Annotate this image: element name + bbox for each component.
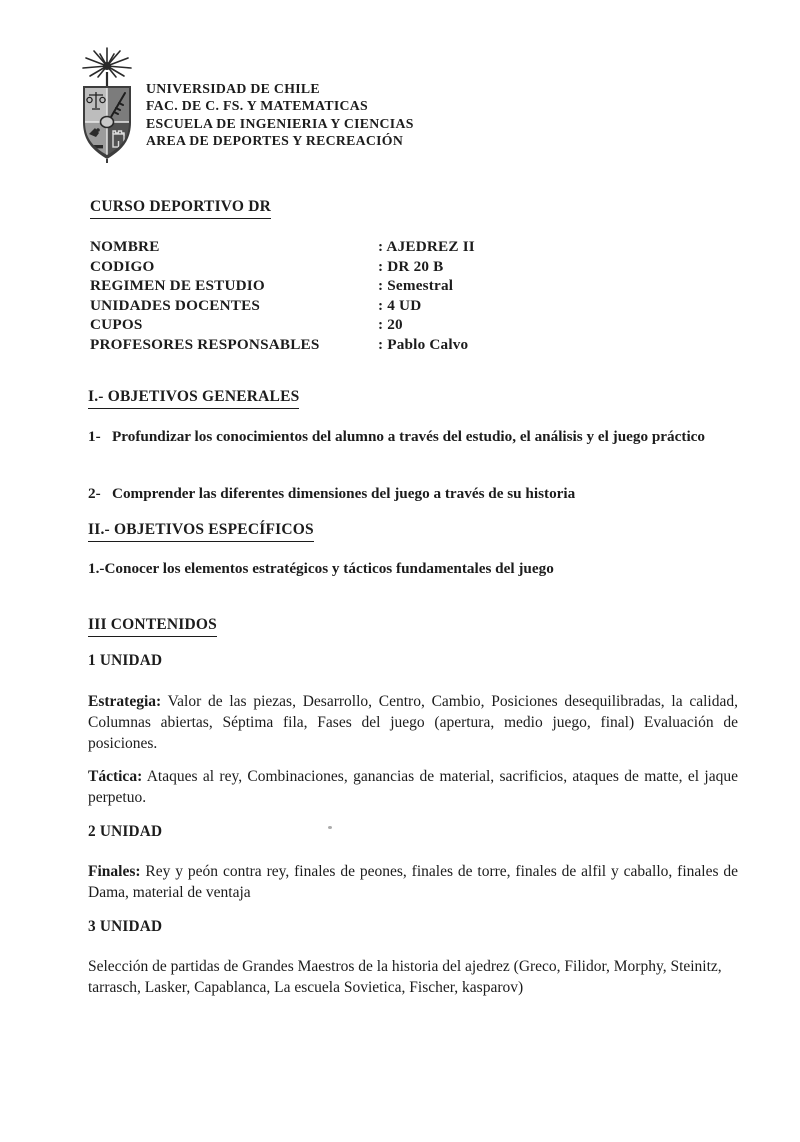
- paragraph-finales: [88, 861, 738, 903]
- paragraph-lead: Finales:: [88, 863, 141, 880]
- institution-name-block: [146, 80, 414, 150]
- institution-line: UNIVERSIDAD DE CHILE: [146, 81, 320, 96]
- paragraph-estrategia: [88, 691, 738, 755]
- section-heading-contenidos: III CONTENIDOS: [88, 616, 738, 637]
- field-label: PROFESORES RESPONSABLES: [90, 335, 320, 353]
- objetivo-especifico-item: 1.-Conocer los elementos estratégicos y tácticos fundamentales del juego: [88, 560, 554, 577]
- unidad-title: 3 UNIDAD: [88, 918, 163, 935]
- course-title: CURSO DEPORTIVO DR: [90, 198, 740, 219]
- item-text: Profundizar los conocimientos del alumno a través del estudio, el análisis y el juego práctico: [112, 428, 705, 445]
- paragraph-body: Valor de las piezas, Desarrollo, Centro, Cambio, Posiciones desequilibradas, la calidad, Columnas abiertas, Séptima fila, Fases del juego (apertura, medio juego, final) Evaluación de posiciones.: [88, 693, 738, 753]
- institution-line: ESCUELA DE INGENIERIA Y CIENCIAS: [146, 115, 414, 131]
- field-value: : Pablo Calvo: [378, 335, 469, 353]
- item-number: 2-: [88, 485, 101, 502]
- universidad-de-chile-crest-icon: [76, 46, 138, 164]
- field-label: UNIDADES DOCENTES: [90, 296, 261, 314]
- paragraph-lead: Estrategia:: [88, 693, 162, 710]
- institution-line: FAC. DE C. FS. Y MATEMATICAS: [146, 98, 368, 114]
- paragraph-body: Rey y peón contra rey, finales de peones, finales de torre, finales de alfil y caballo, finales de Dama, material de ventaja: [88, 863, 738, 902]
- field-value: : Semestral: [378, 277, 454, 295]
- paragraph-lead: Táctica:: [88, 768, 143, 785]
- paragraph-body: Selección de partidas de Grandes Maestros de la historia del ajedrez (Greco, Filidor, Morphy, Steinitz, tarrasch, Lasker, Capablanca, La escuela Sovietica, Fischer, kasparov): [88, 958, 722, 997]
- scan-speck: [328, 826, 332, 829]
- field-row: [90, 257, 740, 277]
- field-value: : 20: [378, 316, 403, 334]
- field-row: [90, 335, 740, 355]
- field-label: CODIGO: [90, 257, 155, 275]
- objetivo-general-item: [88, 483, 738, 505]
- paragraph-seleccion: [88, 956, 738, 998]
- field-label: CUPOS: [90, 316, 143, 334]
- field-label: NOMBRE: [90, 238, 160, 255]
- paragraph-body: Ataques al rey, Combinaciones, ganancias de material, sacrificios, ataques de matte, el jaque perpetuo.: [88, 768, 738, 807]
- unidad-title: 2 UNIDAD: [88, 823, 163, 840]
- item-number: 1-: [88, 428, 101, 445]
- field-value: : 4 UD: [378, 296, 422, 314]
- institution-line: AREA DE DEPORTES Y RECREACIÓN: [146, 133, 404, 149]
- field-row: [90, 276, 740, 296]
- section-heading-objetivos-especificos: II.- OBJETIVOS ESPECÍFICOS: [88, 521, 738, 542]
- field-value: : AJEDREZ II: [378, 238, 475, 255]
- field-row: [90, 296, 740, 316]
- field-row: [90, 237, 740, 257]
- course-fields-table: [90, 237, 740, 355]
- field-row: [90, 315, 740, 335]
- item-text: Comprender las diferentes dimensiones del juego a través de su historia: [112, 485, 576, 502]
- document-header: [76, 46, 414, 164]
- paragraph-tactica: [88, 766, 738, 808]
- field-label: REGIMEN DE ESTUDIO: [90, 277, 265, 295]
- objetivo-general-item: [88, 426, 738, 448]
- field-value: : DR 20 B: [378, 257, 444, 275]
- section-heading-objetivos-generales: I.- OBJETIVOS GENERALES: [88, 388, 738, 409]
- unidad-title: 1 UNIDAD: [88, 652, 163, 669]
